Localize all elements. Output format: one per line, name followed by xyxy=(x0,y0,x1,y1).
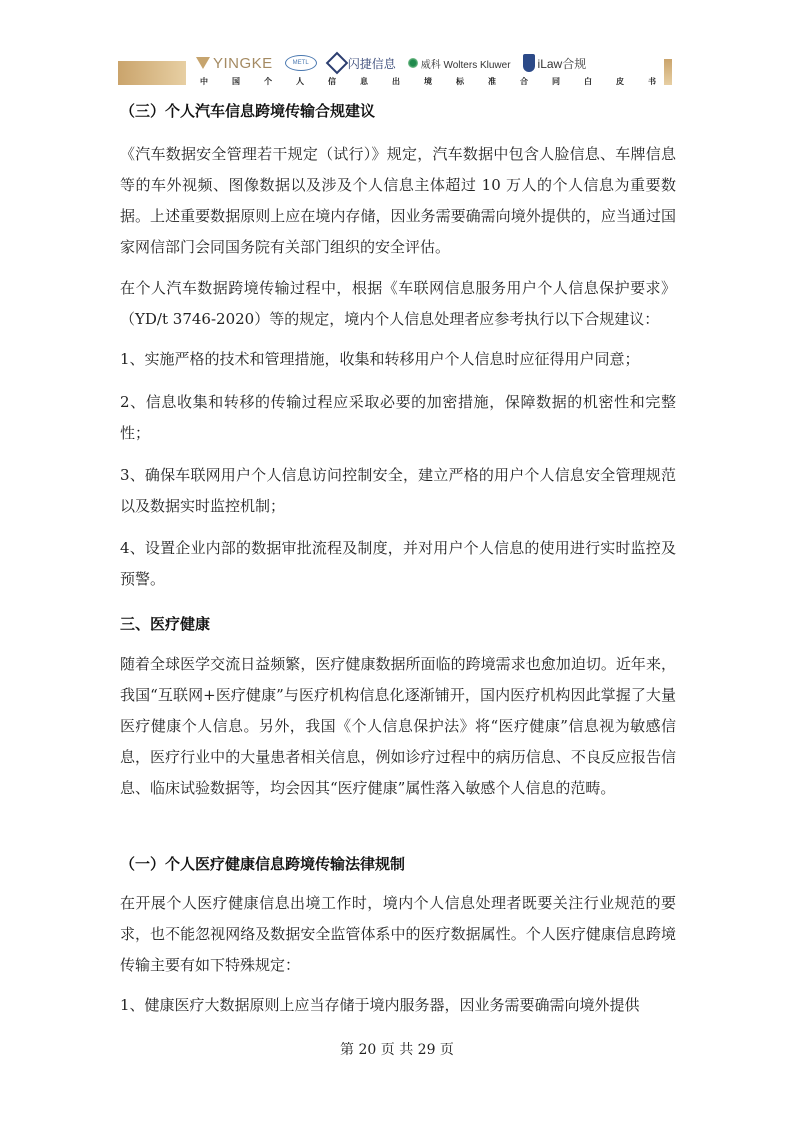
subtitle-char: 出 xyxy=(392,77,400,86)
subtitle-char: 书 xyxy=(648,77,656,86)
paragraph-car-regulation: 《汽车数据安全管理若干规定（试行）》规定，汽车数据中包含人脸信息、车牌信息等的车外视频、图像数据以及涉及个人信息主体超过 10 万人的个人信息为重要数据。上述重要数据原则上应在境内存储，因业务需要确需向境外提供的，应当通过国家网信部门会同国务院有关部门组织的安全评估。 xyxy=(120,145,676,256)
subtitle-char: 个 xyxy=(264,77,272,86)
page-header xyxy=(0,0,794,100)
shanjie-logo-text: 闪捷信息 xyxy=(347,56,396,71)
header-subtitle xyxy=(200,76,656,88)
subtitle-char: 息 xyxy=(360,77,368,86)
wolters-kluwer-logo-text: 威科 Wolters Kluwer xyxy=(420,59,511,71)
wolters-kluwer-dots-icon xyxy=(408,58,418,68)
yingke-mark-icon xyxy=(196,57,210,69)
subtitle-char: 同 xyxy=(552,77,560,86)
section-heading-medical-law: （一）个人医疗健康信息跨境传输法律规制 xyxy=(120,855,406,873)
subtitle-char: 国 xyxy=(232,77,240,86)
shanjie-diamond-icon xyxy=(325,52,348,75)
metl-logo xyxy=(285,55,317,71)
subtitle-char: 准 xyxy=(488,77,496,86)
ilaw-shield-icon xyxy=(523,54,535,72)
paragraph-medical-intro: 随着全球医学交流日益频繁，医疗健康数据所面临的跨境需求也愈加迫切。近年来，我国“互联网+医疗健康”与医疗机构信息化逐渐铺开，国内医疗机构因此掌握了大量医疗健康个人信息。另外，我国《个人信息保护法》将“医疗健康”信息视为敏感信息，医疗行业中的大量患者相关信息，例如诊疗过程中的病历信息、不良反应报告信息、临床试验数据等，均会因其“医疗健康”属性落入敏感个人信息的范畴。 xyxy=(120,655,676,797)
shanjie-logo xyxy=(329,55,396,72)
page-number: 第 20 页 共 29 页 xyxy=(340,1042,454,1058)
subtitle-char: 标 xyxy=(456,77,464,86)
section-heading-car-compliance: （三）个人汽车信息跨境传输合规建议 xyxy=(120,102,376,120)
list-item: 2、信息收集和转移的传输过程应采取必要的加密措施，保障数据的机密性和完整性； xyxy=(120,393,676,442)
list-item: 1、实施严格的技术和管理措施，收集和转移用户个人信息时应征得用户同意； xyxy=(120,350,640,368)
yingke-logo xyxy=(196,55,273,72)
list-item: 1、健康医疗大数据原则上应当存储于境内服务器，因业务需要确需向境外提供 xyxy=(120,996,640,1014)
yingke-logo-text: YINGKE xyxy=(213,54,273,72)
gold-bar-right xyxy=(664,59,672,85)
ilaw-logo xyxy=(523,54,587,72)
subtitle-char: 皮 xyxy=(616,77,624,86)
list-item: 3、确保车联网用户个人信息访问控制安全，建立严格的用户个人信息安全管理规范以及数据实时监控机制； xyxy=(120,466,676,515)
section-heading-medical: 三、医疗健康 xyxy=(120,615,211,633)
paragraph-medical-law: 在开展个人医疗健康信息出境工作时，境内个人信息处理者既要关注行业规范的要求，也不能忽视网络及数据安全监管体系中的医疗数据属性。个人医疗健康信息跨境传输主要有如下特殊规定： xyxy=(120,894,676,974)
subtitle-char: 中 xyxy=(200,77,208,86)
subtitle-char: 合 xyxy=(520,77,528,86)
ilaw-logo-text: iLaw合规 xyxy=(537,56,587,71)
wolters-kluwer-logo xyxy=(408,56,511,71)
subtitle-char: 境 xyxy=(424,77,432,86)
partner-logos xyxy=(196,52,656,74)
subtitle-char: 人 xyxy=(296,77,304,86)
subtitle-char: 白 xyxy=(584,77,592,86)
metl-oval-icon: METL xyxy=(285,55,317,71)
gold-bar-left xyxy=(118,61,186,85)
subtitle-char: 信 xyxy=(328,77,336,86)
list-item: 4、设置企业内部的数据审批流程及制度，并对用户个人信息的使用进行实时监控及预警。 xyxy=(120,539,676,588)
paragraph-car-transfer: 在个人汽车数据跨境传输过程中，根据《车联网信息服务用户个人信息保护要求》（YD/t 3746-2020）等的规定，境内个人信息处理者应参考执行以下合规建议： xyxy=(120,279,676,328)
